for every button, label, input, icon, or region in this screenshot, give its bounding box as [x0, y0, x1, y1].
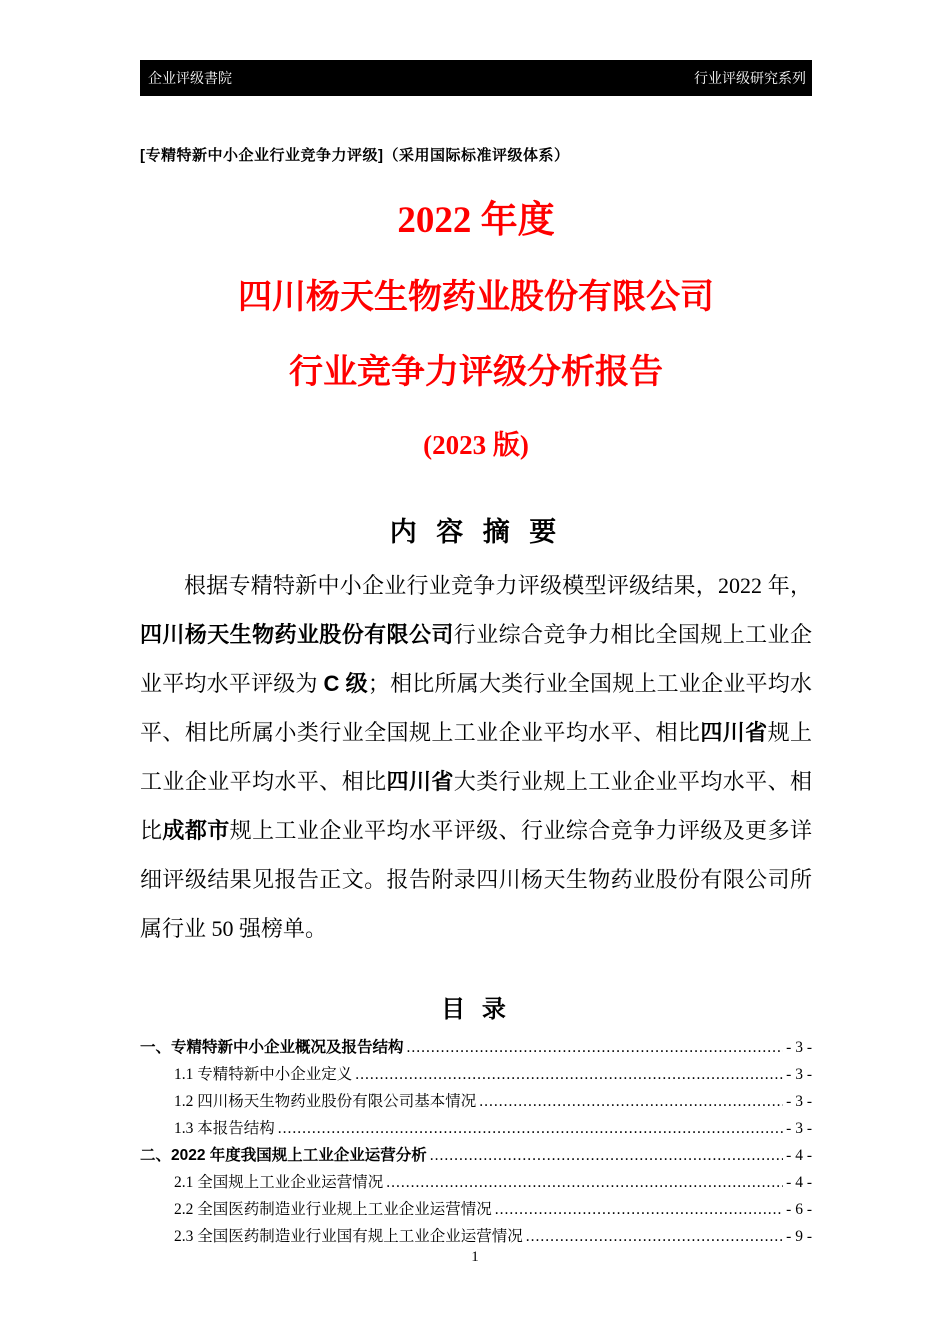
header-left-label: 企业评级書院 [148, 70, 232, 86]
page-number: 1 [471, 1249, 479, 1265]
summary-segment: ；相比所属大类行业全国规上工业企业平均水平、相比所属小类行业全国规上工业企业平均水平、相比 [140, 671, 812, 745]
summary-segment: 行业综合竞争力相比全国规上工业企业平均水平评级为 [140, 622, 812, 696]
toc-item-page: - 3 - [786, 1066, 812, 1083]
toc-item-label: 2.3 全国医药制造业行业国有规上工业企业运营情况 [174, 1228, 523, 1245]
toc-item[interactable] [140, 1061, 812, 1088]
summary-segment: 大类行业规上工业企业平均水平、相比 [140, 769, 812, 843]
toc-item-label: 2.1 全国规上工业企业运营情况 [174, 1174, 384, 1191]
toc-item-page: - 3 - [786, 1120, 812, 1137]
toc-item[interactable] [140, 1034, 812, 1061]
toc-list [140, 1034, 812, 1250]
toc-item-page: - 9 - [786, 1228, 812, 1245]
toc-item[interactable] [140, 1088, 812, 1115]
toc-item-label: 2.2 全国医药制造业行业规上工业企业运营情况 [174, 1201, 492, 1218]
toc-dot-leader [355, 1061, 783, 1088]
toc-dot-leader [495, 1196, 783, 1223]
document-header [140, 60, 812, 96]
toc-item-page: - 4 - [786, 1174, 812, 1191]
toc-item[interactable] [140, 1169, 812, 1196]
toc-item-label: 二、2022 年度我国规上工业企业运营分析 [140, 1147, 427, 1164]
report-year-title: 2022 年度 [397, 200, 555, 241]
summary-segment: 规上工业企业平均水平评级、行业综合竞争力评级及更多详细评级结果见报告正文。报告附录四川杨天生物药业股份有限公司所属行业 50 强榜单。 [140, 818, 812, 941]
summary-segment: 根据专精特新中小企业行业竞争力评级模型评级结果，2022 年， [184, 573, 812, 598]
summary-paragraph [140, 561, 812, 953]
toc-heading: 目 录 [441, 996, 511, 1023]
toc-dot-leader [278, 1115, 783, 1142]
summary-segment-bold: 成都市 [162, 818, 230, 843]
report-type-title: 行业竞争力评级分析报告 [289, 354, 663, 391]
toc-item[interactable] [140, 1196, 812, 1223]
toc-item-label: 1.3 本报告结构 [174, 1120, 275, 1137]
report-edition: (2023 版) [423, 430, 529, 460]
toc-dot-leader [430, 1142, 783, 1169]
toc-item-label: 1.1 专精特新中小企业定义 [174, 1066, 353, 1083]
title-block [140, 189, 812, 462]
toc-dot-leader [386, 1169, 783, 1196]
page-footer [0, 1249, 950, 1266]
rating-system-note: [专精特新中小企业行业竞争力评级]（采用国际标准评级体系） [140, 147, 570, 164]
toc-dot-leader [407, 1034, 784, 1061]
summary-segment-bold: C 级 [323, 671, 368, 696]
header-right-label: 行业评级研究系列 [694, 70, 806, 86]
toc-item-page: - 4 - [786, 1147, 812, 1164]
summary-heading: 内 容 摘 要 [389, 517, 563, 547]
summary-segment-bold: 四川省 [700, 720, 768, 745]
toc-item-page: - 3 - [786, 1093, 812, 1110]
toc-item-page: - 3 - [786, 1039, 812, 1056]
summary-segment-bold: 四川杨天生物药业股份有限公司 [140, 622, 454, 647]
summary-segment: 规上工业企业平均水平、相比 [140, 720, 812, 794]
toc-item[interactable] [140, 1115, 812, 1142]
toc-dot-leader [479, 1088, 783, 1115]
toc-item-label: 1.2 四川杨天生物药业股份有限公司基本情况 [174, 1093, 477, 1110]
toc-item-label: 一、专精特新中小企业概况及报告结构 [140, 1039, 404, 1056]
toc-item-page: - 6 - [786, 1201, 812, 1218]
toc-dot-leader [526, 1223, 783, 1250]
company-name-title: 四川杨天生物药业股份有限公司 [238, 279, 714, 316]
summary-segment-bold: 四川省 [386, 769, 454, 794]
toc-item[interactable] [140, 1142, 812, 1169]
toc-item[interactable] [140, 1223, 812, 1250]
